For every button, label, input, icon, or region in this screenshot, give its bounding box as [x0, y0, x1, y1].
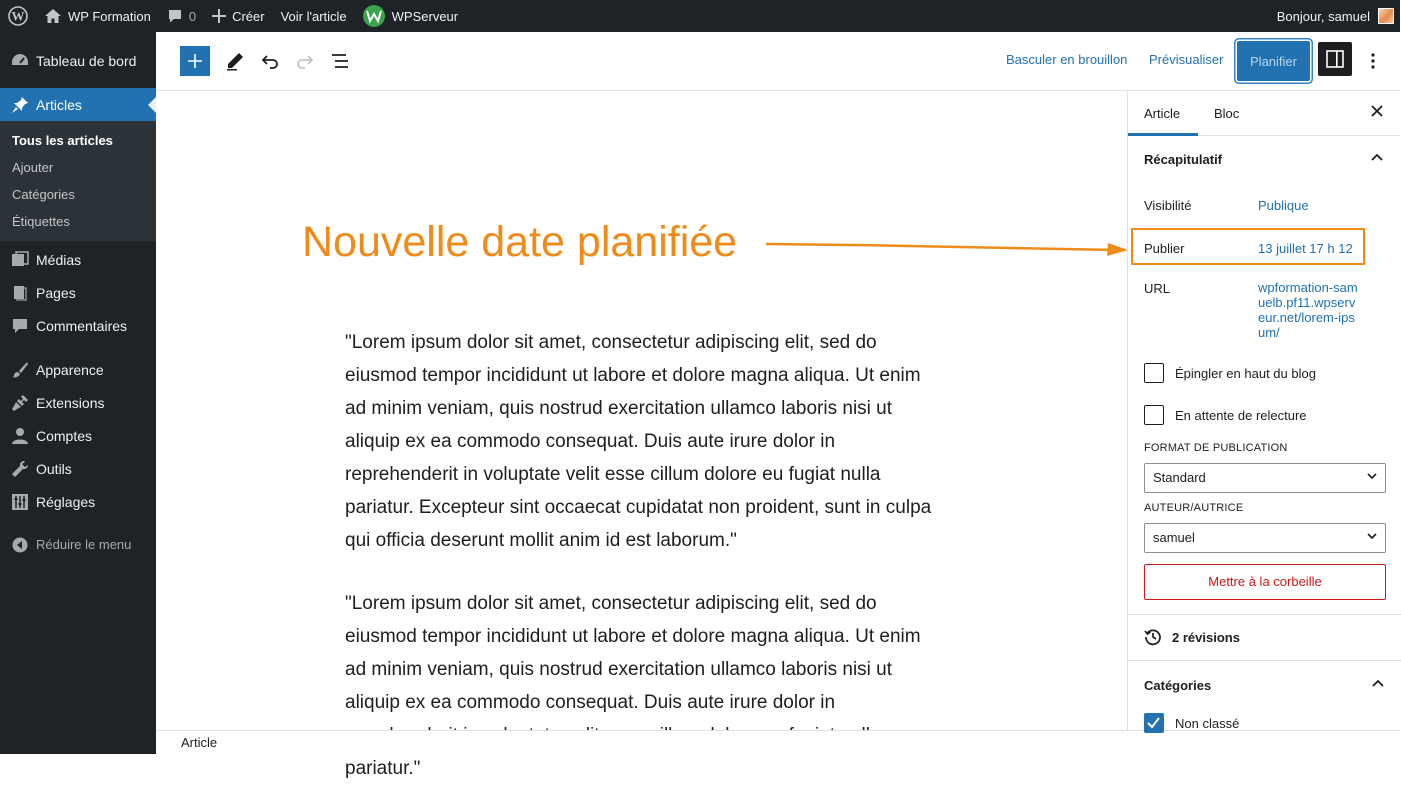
add-block-button[interactable]: [180, 46, 210, 76]
menu-tools-label: Outils: [36, 460, 72, 477]
settings-toggle-button[interactable]: [1318, 42, 1352, 76]
author-label: AUTEUR/AUTRICE: [1144, 502, 1244, 514]
menu-appearance[interactable]: [0, 353, 156, 386]
view-post-label: Voir l'article: [280, 8, 347, 24]
new-content-link[interactable]: [204, 0, 273, 32]
history-icon: [1144, 628, 1162, 646]
admin-sidebar: [0, 32, 156, 754]
collapse-arrow-icon: [10, 535, 30, 555]
pages-icon: [10, 283, 30, 303]
publish-label: Publier: [1144, 241, 1185, 256]
paragraph-block[interactable]: "Lorem ipsum dolor sit amet, consectetur adipiscing elit, sed do eiusmod tempor incididunt ut labore et dolore magna aliqua. Ut enim ad minim veniam, quis nostrud exercitation ullamco laboris nisi ut aliquip ex ea commodo consequat. Duis aute irure dolor in reprehenderit in voluptate velit esse cillum dolore eu fugiat nulla pariatur. Excepteur sint occaecat cupidatat non proident, sunt in culpa qui officia deserunt mollit anim id est laborum.": [345, 332, 932, 551]
sticky-checkbox[interactable]: [1144, 363, 1164, 383]
paragraph-block[interactable]: "Lorem ipsum dolor sit amet, consectetur adipiscing elit, sed do eiusmod tempor incididunt ut labore et dolore magna aliqua. Ut enim ad minim veniam, quis nostrud exercitation ullamco laboris nisi ut aliquip ex ea commodo consequat. Duis aute irure dolor in pariatur.": [345, 593, 921, 779]
paintbrush-icon: [10, 360, 30, 380]
submenu-add[interactable]: Ajouter: [12, 160, 54, 175]
media-icon: [10, 250, 30, 270]
avatar: [1378, 8, 1394, 24]
annotation-arrow-icon: [766, 236, 1130, 256]
collapse-menu-label: Réduire le menu: [36, 537, 132, 552]
summary-title: Récapitulatif: [1144, 152, 1223, 167]
menu-dashboard-label: Tableau de bord: [36, 52, 137, 69]
submenu-all-articles[interactable]: Tous les articles: [12, 133, 113, 148]
comment-bubble-icon: [167, 8, 183, 24]
block-breadcrumb: [156, 730, 1400, 754]
site-name: WP Formation: [68, 8, 151, 24]
options-menu-button[interactable]: [1361, 46, 1385, 76]
visibility-value[interactable]: Publique: [1258, 198, 1309, 213]
comments-icon: [10, 316, 30, 336]
divider: [1128, 660, 1401, 661]
pushpin-icon: [10, 95, 30, 115]
settings-sidebar: [1127, 91, 1400, 730]
chevron-down-icon: [1367, 533, 1377, 540]
chevron-up-icon: [1371, 153, 1383, 161]
menu-articles-label: Articles: [36, 96, 82, 113]
panel-tabs: [1128, 91, 1400, 136]
menu-pages-label: Pages: [36, 284, 76, 301]
menu-tools[interactable]: [0, 452, 156, 485]
submenu-categories[interactable]: Catégories: [12, 187, 75, 202]
editor-header: [156, 32, 1400, 91]
wpserveur-link[interactable]: [355, 0, 466, 32]
more-vertical-icon: [1371, 53, 1375, 69]
menu-media-label: Médias: [36, 251, 82, 268]
menu-plugins[interactable]: [0, 386, 156, 419]
close-icon: [1370, 104, 1384, 118]
menu-pages[interactable]: [0, 276, 156, 309]
menu-settings-label: Réglages: [36, 493, 96, 510]
menu-articles[interactable]: [0, 88, 156, 121]
wrench-icon: [10, 459, 30, 479]
plus-icon: [188, 54, 202, 68]
sticky-label: Épingler en haut du blog: [1175, 366, 1316, 381]
dashboard-gauge-icon: [10, 51, 30, 71]
menu-comments[interactable]: [0, 309, 156, 342]
tab-article[interactable]: Article: [1144, 106, 1181, 121]
user-icon: [10, 426, 30, 446]
wordpress-logo-icon[interactable]: [0, 0, 36, 32]
menu-dashboard[interactable]: [0, 44, 156, 77]
switch-to-draft-button[interactable]: Basculer en brouillon: [1006, 52, 1128, 67]
pending-review-label: En attente de relecture: [1175, 408, 1307, 423]
menu-users-label: Comptes: [36, 427, 93, 444]
collapse-menu-button[interactable]: [0, 528, 156, 561]
move-to-trash-button[interactable]: Mettre à la corbeille: [1144, 564, 1386, 600]
settings-sliders-icon: [10, 492, 30, 512]
pending-review-checkbox[interactable]: [1144, 405, 1164, 425]
undo-icon: [260, 51, 280, 71]
redo-button[interactable]: [290, 46, 320, 76]
wpserveur-logo-icon: [363, 5, 385, 27]
new-content-label: Créer: [232, 8, 265, 24]
schedule-button[interactable]: Planifier: [1237, 41, 1310, 81]
chevron-up-icon: [1372, 679, 1384, 687]
post-format-value: Standard: [1153, 470, 1206, 485]
close-panel-button[interactable]: [1370, 104, 1384, 121]
url-value[interactable]: wpformation-samuelb.pf11.wpserveur.net/lorem-ipsum/: [1258, 280, 1358, 340]
undo-button[interactable]: [255, 46, 285, 76]
submenu-tags[interactable]: Étiquettes: [12, 214, 70, 229]
plug-icon: [10, 393, 30, 413]
view-post-link[interactable]: [273, 0, 355, 32]
menu-settings[interactable]: [0, 485, 156, 518]
preview-button[interactable]: Prévisualiser: [1149, 52, 1224, 67]
comments-link[interactable]: [159, 0, 204, 32]
articles-submenu: [0, 121, 156, 241]
author-select[interactable]: [1144, 523, 1386, 553]
pencil-icon: [225, 51, 245, 71]
divider: [1128, 614, 1401, 615]
svg-text:W: W: [11, 8, 25, 24]
category-uncategorized-checkbox[interactable]: [1144, 713, 1164, 733]
plus-icon: [212, 9, 226, 23]
menu-comments-label: Commentaires: [36, 317, 128, 334]
checkmark-icon: [1145, 714, 1162, 731]
comments-count: 0: [188, 8, 197, 24]
document-overview-button[interactable]: [325, 46, 355, 76]
categories-title: Catégories: [1144, 678, 1212, 693]
my-account-link[interactable]: [1269, 0, 1400, 32]
tab-block[interactable]: Bloc: [1214, 106, 1240, 121]
sidebar-panel-icon: [1326, 50, 1344, 68]
revisions-label: 2 révisions: [1172, 629, 1240, 645]
menu-media[interactable]: [0, 243, 156, 276]
author-value: samuel: [1153, 530, 1195, 545]
post-format-label: FORMAT DE PUBLICATION: [1144, 442, 1288, 454]
category-uncategorized-label: Non classé: [1175, 716, 1240, 731]
visibility-label: Visibilité: [1144, 198, 1192, 213]
categories-panel-toggle[interactable]: [1128, 662, 1401, 706]
url-label: URL: [1144, 281, 1171, 296]
wpserveur-label: WPServeur: [391, 8, 459, 24]
summary-panel-toggle[interactable]: [1128, 136, 1400, 180]
post-format-select[interactable]: [1144, 463, 1386, 493]
home-icon: [44, 8, 62, 24]
menu-users[interactable]: [0, 419, 156, 452]
menu-appearance-label: Apparence: [36, 361, 104, 378]
redo-icon: [295, 51, 315, 71]
tools-button[interactable]: [220, 46, 250, 76]
revisions-link[interactable]: [1144, 628, 1240, 646]
chevron-down-icon: [1367, 473, 1377, 480]
site-name-link[interactable]: [36, 0, 159, 32]
menu-plugins-label: Extensions: [36, 394, 105, 411]
admin-bar: [0, 0, 1400, 32]
greeting: Bonjour, samuel: [1276, 8, 1370, 24]
publish-date-value[interactable]: 13 juillet 17 h 12: [1258, 241, 1353, 256]
list-view-icon: [330, 51, 350, 71]
breadcrumb-item[interactable]: Article: [181, 735, 218, 750]
annotation-text: Nouvelle date planifiée: [302, 218, 738, 266]
